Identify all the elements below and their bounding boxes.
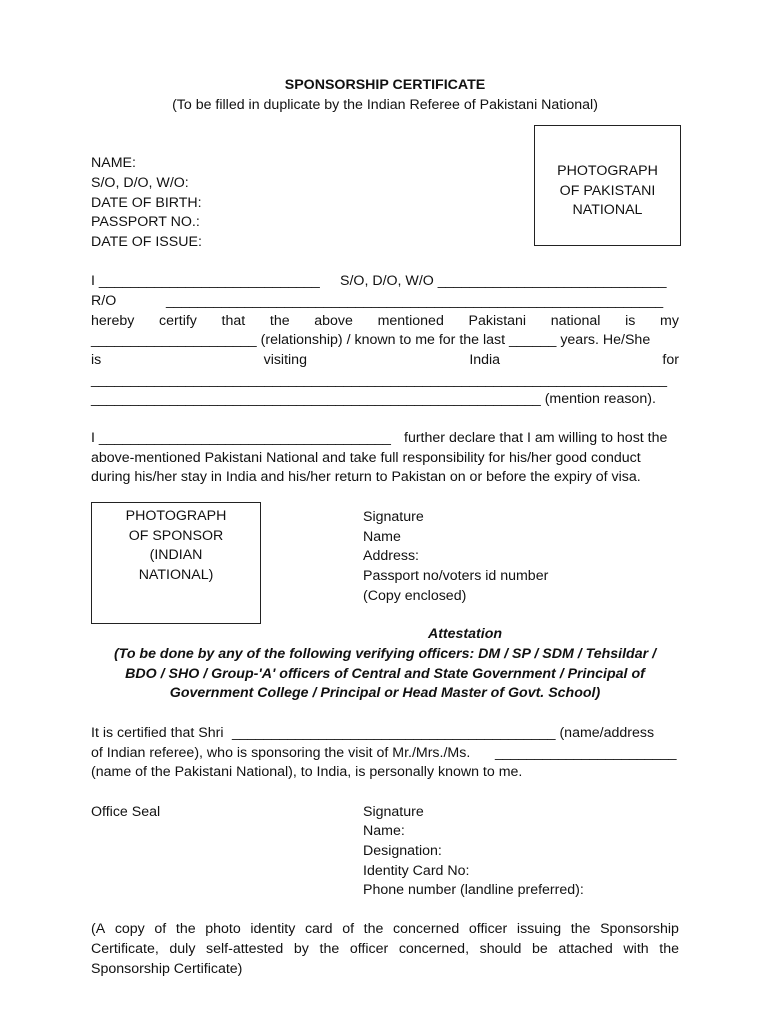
page-subtitle: (To be filled in duplicate by the Indian Referee of Pakistani National) xyxy=(172,97,598,113)
note-word: (A xyxy=(91,921,106,937)
certified-line1-blank: _________________________________________ (name/address xyxy=(232,725,655,741)
note-word: photo xyxy=(205,921,241,937)
photo-pakistani-box xyxy=(534,125,681,246)
photo-sponsor-box xyxy=(91,502,261,624)
field-dob-label: DATE OF BIRTH: xyxy=(91,195,202,211)
note-word: the xyxy=(319,941,340,957)
certify-line1-relation-blank: S/O, D/O, W/O _____________________________ xyxy=(340,273,667,289)
sponsor-signature-label: Signature xyxy=(363,509,424,525)
certify-word: is xyxy=(625,313,636,329)
sponsor-copy-enclosed-label: (Copy enclosed) xyxy=(363,588,467,604)
certified-line2-blank: _______________________ xyxy=(495,745,677,761)
declare-line2: above-mentioned Pakistani National and take full responsibility for his/her good conduct xyxy=(91,450,641,466)
note-word: Certificate, xyxy=(91,941,159,957)
field-issue-date-label: DATE OF ISSUE: xyxy=(91,234,202,250)
officer-signature-label: Signature xyxy=(363,804,424,820)
attestation-line1: (To be done by any of the following verifying officers: DM / SP / SDM / Tehsildar / xyxy=(113,646,657,662)
page-title: SPONSORSHIP CERTIFICATE xyxy=(284,77,486,93)
note-word: duly xyxy=(169,941,196,957)
note-word: copy xyxy=(114,921,145,937)
note-word: of xyxy=(154,921,167,937)
note-word: issuing xyxy=(516,921,562,937)
note-word: the xyxy=(659,941,679,957)
officer-id-card-label: Identity Card No: xyxy=(363,863,470,879)
note-word: with xyxy=(623,941,649,957)
note-word: the xyxy=(175,921,196,937)
sponsor-address-label: Address: xyxy=(363,548,419,564)
certify-word: my xyxy=(660,313,679,329)
note-word: be xyxy=(532,941,548,957)
attestation-heading: Attestation xyxy=(427,626,503,642)
certify-line4-relationship: _____________________ (relationship) / known to me for the last ______ years. He/She xyxy=(91,332,651,348)
note-word: attached xyxy=(558,941,613,957)
note-word: Sponsorship xyxy=(600,921,679,937)
officer-name-label: Name: xyxy=(363,823,405,839)
note-line1 xyxy=(91,920,679,940)
note-line3: Sponsorship Certificate) xyxy=(91,961,243,977)
certify-line6-reason-blank: _________________________________________________________________________ xyxy=(91,372,667,388)
certify-word: Pakistani xyxy=(468,313,527,329)
certified-line2-text: of Indian referee), who is sponsoring the visit of Mr./Mrs./Ms. xyxy=(91,745,471,761)
certified-line3: (name of the Pakistani National), to India, is personally known to me. xyxy=(91,764,523,780)
field-relation-label: S/O, D/O, W/O: xyxy=(91,175,189,191)
note-word: self-attested xyxy=(206,941,284,957)
certify-line5 xyxy=(91,351,679,371)
note-word: of xyxy=(342,921,355,937)
officer-phone-label: Phone number (landline preferred): xyxy=(363,882,584,898)
note-word: identity xyxy=(250,921,296,937)
note-word: officer xyxy=(349,941,389,957)
certify-word: that xyxy=(221,313,246,329)
certified-line1-text: It is certified that Shri xyxy=(91,725,224,741)
certify-word: national xyxy=(550,313,601,329)
attestation-line2: BDO / SHO / Group-'A' officers of Central and State Government / Principal of xyxy=(125,666,645,682)
note-word: the xyxy=(570,921,591,937)
declare-line1-name-blank: I _____________________________________ xyxy=(91,430,391,446)
note-word: concerned, xyxy=(398,941,470,957)
note-word: card xyxy=(304,921,333,937)
certify-word: is xyxy=(91,352,102,368)
certify-word: hereby xyxy=(91,313,135,329)
attestation-line3: Government College / Principal or Head Master of Govt. School) xyxy=(169,685,601,701)
certify-word: for xyxy=(662,352,679,368)
certify-line2-ro-label: R/O xyxy=(91,293,117,309)
field-passport-label: PASSPORT NO.: xyxy=(91,214,200,230)
sponsor-name-label: Name xyxy=(363,529,401,545)
certify-word: above xyxy=(314,313,353,329)
officer-designation-label: Designation: xyxy=(363,843,442,859)
note-word: the xyxy=(363,921,384,937)
certify-word: mentioned xyxy=(377,313,444,329)
field-name-label: NAME: xyxy=(91,155,136,171)
certify-word: visiting xyxy=(263,352,307,368)
certify-line2-ro-blank: _______________________________________________________________ xyxy=(166,293,664,309)
certify-line7-mention-reason: _________________________________________________________ (mention reason). xyxy=(91,391,656,407)
photo-sponsor-label: PHOTOGRAPH OF SPONSOR (INDIAN NATIONAL) xyxy=(125,508,227,583)
declare-line1-text: further declare that I am willing to host the xyxy=(404,430,668,446)
sponsor-passport-label: Passport no/voters id number xyxy=(363,568,549,584)
certify-line3 xyxy=(91,312,679,332)
office-seal-label: Office Seal xyxy=(91,804,161,820)
certify-word: certify xyxy=(159,313,197,329)
note-word: by xyxy=(293,941,309,957)
certify-line1-name-blank: I ____________________________ xyxy=(91,273,320,289)
note-word: concerned xyxy=(393,921,460,937)
note-line2 xyxy=(91,940,679,960)
certify-word: the xyxy=(269,313,290,329)
note-word: should xyxy=(479,941,522,957)
photo-pakistani-label: PHOTOGRAPH OF PAKISTANI NATIONAL xyxy=(557,163,658,219)
declare-line3: during his/her stay in India and his/her return to Pakistan on or before the expiry of visa. xyxy=(91,469,641,485)
certify-word: India xyxy=(469,352,501,368)
note-word: officer xyxy=(468,921,508,937)
